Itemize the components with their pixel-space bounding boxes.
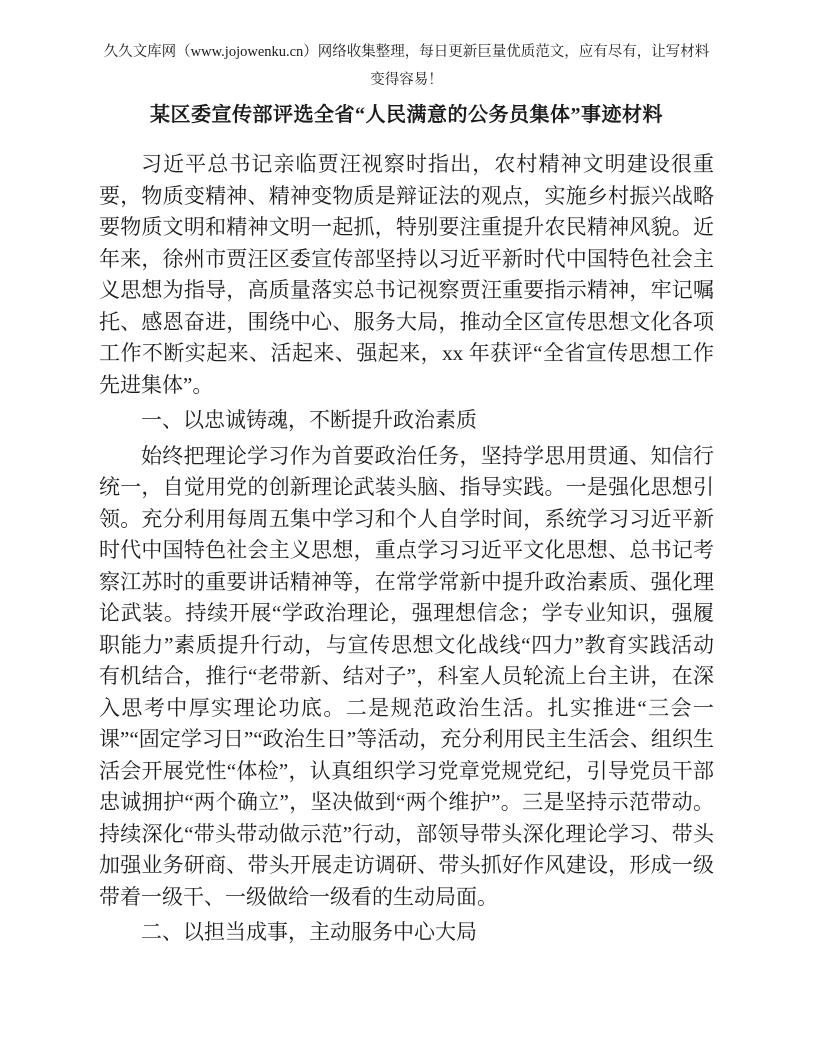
document-title: 某区委宣传部评选全省“人民满意的公务员集体”事迹材料	[150, 104, 663, 126]
paragraph-intro: 习近平总书记亲临贾汪视察时指出，农村精神文明建设很重要，物质变精神、精神变物质是辩证法的观点，实施乡村振兴战略要物质文明和精神文明一起抓，特别要注重提升农民精神风貌。近年来，徐州市贾汪区委宣传部坚持以习近平新时代中国特色社会主义思想为指导，高质量落实总书记视察贾汪重要指示精神，牢记嘱托、感恩奋进，围绕中心、服务大局，推动全区宣传思想文化各项工作不断实起来、活起来、强起来，xx 年获评“全省宣传思想工作先进集体”。	[99, 152, 714, 397]
site-watermark-note: 久久文库网（www.jojowenku.cn）网络收集整理，每日更新巨量优质范文，应有尽有，让写材料变得容易！	[103, 44, 710, 88]
section-heading-2: 二、以担当成事，主动服务中心大局	[141, 920, 477, 944]
paragraph-section-1: 始终把理论学习作为首要政治任务，坚持学思用贯通、知信行统一，自觉用党的创新理论武装头脑、指导实践。一是强化思想引领。充分利用每周五集中学习和个人自学时间，系统学习习近平新时代中国特色社会主义思想，重点学习习近平文化思想、总书记考察江苏时的重要讲话精神等，在常学常新中提升政治素质、强化理论武装。持续开展“学政治理论，强理想信念；学专业知识，强履职能力”素质提升行动，与宣传思想文化战线“四力”教育实践活动有机结合，推行“老带新、结对子”，科室人员轮流上台主讲，在深入思考中厚实理论功底。二是规范政治生活。扎实推进“三会一课”“固定学习日”“政治生日”等活动，充分利用民主生活会、组织生活会开展党性“体检”，认真组织学习党章党规党纪，引导党员干部忠诚拥护“两个确立”，坚决做到“两个维护”。三是坚持示范带动。持续深化“带头带动做示范”行动，部领导带头深化理论学习、带头加强业务研商、带头开展走访调研、带头抓好作风建设，形成一级带着一级干、一级做给一级看的生动局面。	[99, 443, 714, 909]
section-heading-1: 一、以忠诚铸魂，不断提升政治素质	[141, 408, 477, 432]
